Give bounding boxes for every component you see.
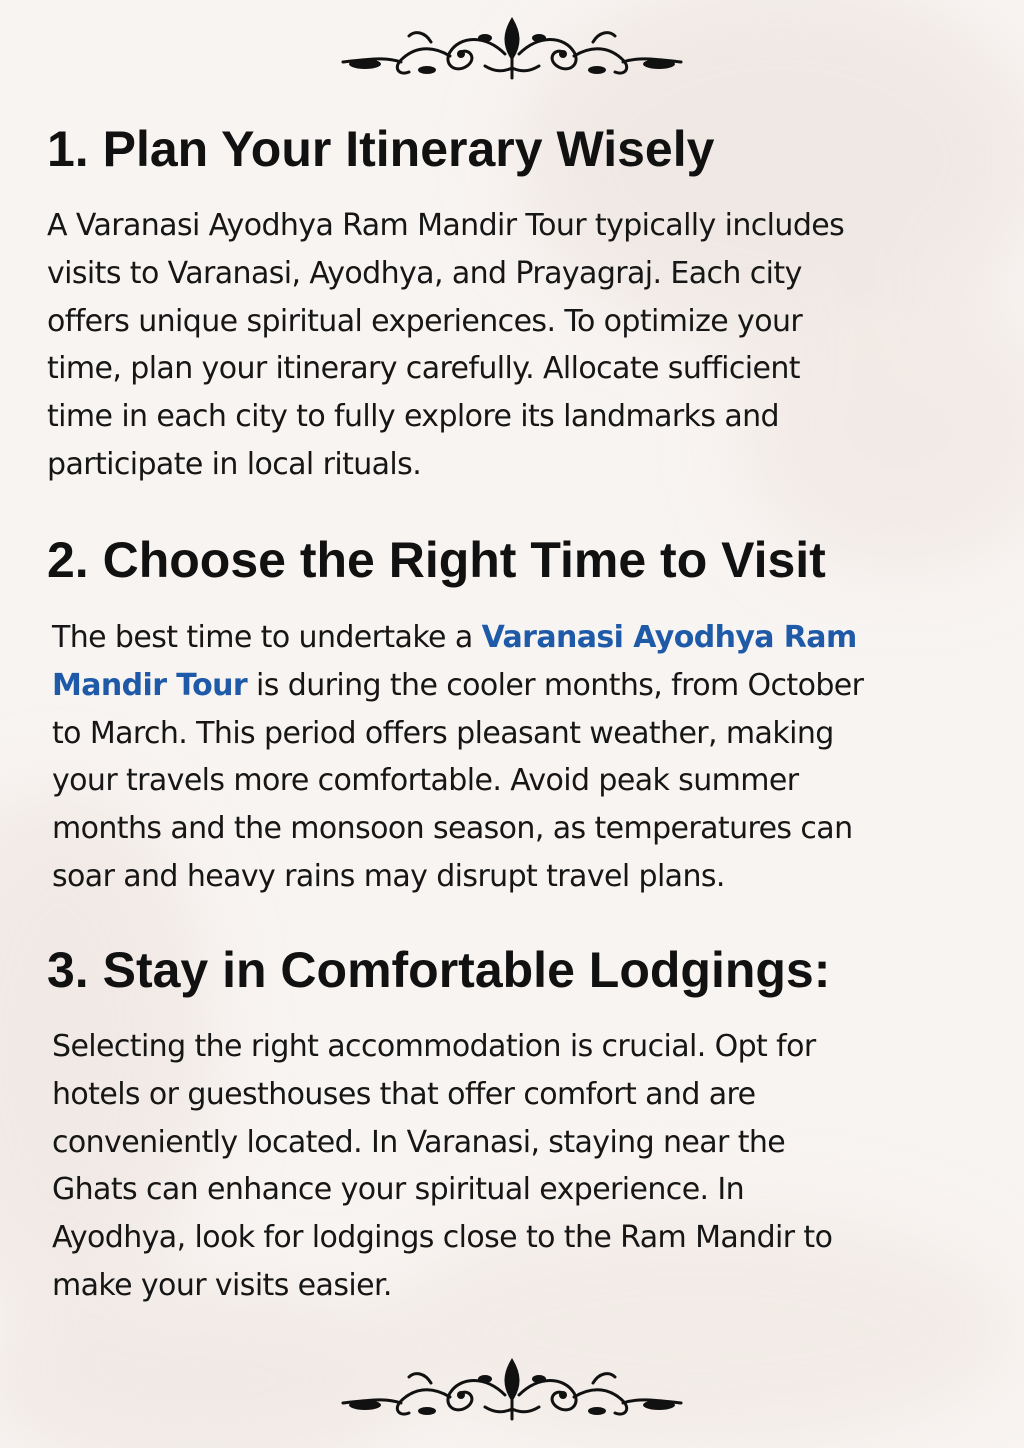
section-3-line: Ayodhya, look for lodgings close to the Ram Mandir to — [52, 1220, 833, 1256]
section-1-line: time, plan your itinerary carefully. Allocate sufficient — [47, 351, 800, 387]
tour-link[interactable]: Varanasi Ayodhya Ram — [481, 620, 857, 655]
section-1-line: A Varanasi Ayodhya Ram Mandir Tour typically includes — [47, 208, 845, 243]
tour-link[interactable]: Mandir Tour — [52, 667, 248, 703]
section-1-line: offers unique spiritual experiences. To optimize your — [47, 303, 803, 339]
flourish-ornament-icon — [335, 14, 689, 84]
section-2-line — [52, 662, 863, 710]
section-3-paragraph — [52, 1023, 832, 1310]
section-2-line2-suffix: is during the cooler months, from October — [247, 667, 864, 703]
section-3-line: conveniently located. In Varanasi, staying near the — [52, 1124, 786, 1160]
flourish-ornament-icon — [335, 1355, 689, 1425]
section-2-line: your travels more comfortable. Avoid peak summer — [52, 763, 799, 799]
section-1-line: time in each city to fully explore its landmarks and — [47, 399, 779, 435]
section-2-line: months and the monsoon season, as temperatures can — [52, 811, 853, 847]
section-2-line: soar and heavy rains may disrupt travel plans. — [52, 858, 725, 894]
section-2-paragraph — [52, 614, 863, 901]
section-3-line: hotels or guesthouses that offer comfort and are — [52, 1076, 756, 1112]
section-2-line1-prefix: The best time to undertake a — [52, 620, 482, 655]
section-2-line: to March. This period offers pleasant weather, making — [52, 715, 834, 751]
section-3-line: Selecting the right accommodation is crucial. Opt for — [52, 1029, 816, 1064]
section-1-line: visits to Varanasi, Ayodhya, and Prayagraj. Each city — [47, 255, 802, 291]
section-2-heading: 2. Choose the Right Time to Visit — [47, 532, 826, 588]
section-1-line: participate in local rituals. — [47, 446, 422, 482]
section-1-paragraph — [47, 202, 844, 489]
section-3-line: make your visits easier. — [52, 1267, 392, 1303]
section-3-line: Ghats can enhance your spiritual experience. In — [52, 1172, 745, 1208]
section-2-line — [52, 614, 863, 662]
section-1-heading: 1. Plan Your Itinerary Wisely — [47, 121, 715, 177]
section-3-heading: 3. Stay in Comfortable Lodgings: — [47, 942, 831, 998]
